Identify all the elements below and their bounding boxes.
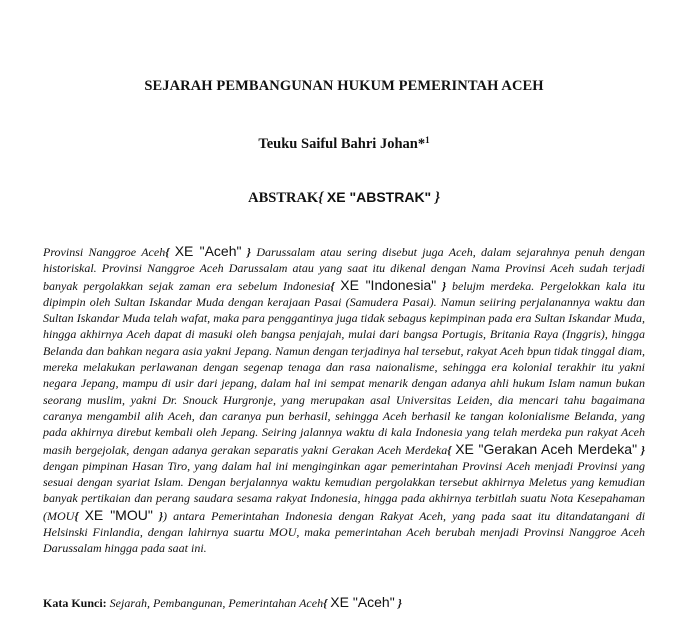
index-field-open-brace: { bbox=[447, 442, 452, 457]
keywords-text: Sejarah, Pembangunan, Pemerintahan Aceh bbox=[109, 596, 324, 610]
index-field-close-brace: } bbox=[640, 442, 646, 457]
index-entry-field: XE "MOU" bbox=[84, 506, 153, 523]
index-field-close-brace: } bbox=[246, 245, 251, 259]
author-line bbox=[0, 135, 688, 153]
abstract-text: Darussalam atau sering disebut juga Aceh, dalam sejarahnya penuh dengan historiskal. Provinsi Nanggroe Aceh Darussalam atau yang saat itu dikenal dengan Nama Provinsi Aceh sudah terjadi banyak pergolakkan sejak zaman era sebelum Indonesia bbox=[43, 245, 645, 293]
index-entry-field: XE "ABSTRAK" bbox=[326, 189, 432, 205]
abstract-heading-word: ABSTRAK bbox=[248, 190, 319, 206]
abstract-text: dengan pimpinan Hasan Tiro, yang dalam hal ini menginginkan agar pemerintahan Provinsi Aceh menjadi Provinsi yang sesuai dengan syariat Islam. Dengan berjalannya waktu kemudian pergolakkan tersebut akhirnya Meletus yang kemudian banyak pertikaian dan perang saudara sesama rakyat Indonesia, hingga pada akhirnya terbitlah suatu Nota Kesepahaman (MOU bbox=[43, 458, 645, 523]
index-entry-field: XE "Aceh" bbox=[174, 243, 242, 259]
abstract-text: belujm merdeka. Pergelokkan kala itu dipimpin oleh Sultan Iskandar Muda dengan kerajaan Pasai (Samudera Pasai). Namun seiiring perjalanannya waktu dan Sultan Iskandar Muda telah wafat, maka para penggantinya juga tidak sebagus kepimpinan pada era Sultan Iskandar Muda, hingga akhirnya Aceh dapat di masuki oleh bangsa penjajah, mulai dari bangsa Portugis, Britania Raya (Inggris), hingga Belanda dan bahkan negara asia yakni Jepang. Namun dengan terjadinya hal tersebut, rakyat Aceh bpun tidak tinggal diam, mereka melakukan perlawanan dengan segenap tenaga dan rasa naionalisme, sehingga era kolonial terakhir itu yakni negara Jepang, mampu di usir dari jepang, dalam hal ini sempat menarik dengan adanya ahli hukum Islam namun bukan seorang muslim, yakni Dr. Snouck Hurgronje, yang merupakan asal Universitas Leiden, dia mencari tahu bagaimana caranya mengambil alih Aceh, dan caranya pun berhasil, sehingga Aceh berhasil ke tangan kolonialisme Belanda, yang pada akhirnya direbut kembali oleh Jepang. Seiring jalannya waktu di kala Indonesia yang telah merdeka pun rakyat Aceh masih bergejolak, dengan adanya gerakan separatis yakni Gerakan Aceh Merdeka bbox=[43, 278, 645, 457]
index-entry-field: XE "Indonesia" bbox=[340, 276, 437, 293]
author-footnote-marker: 1 bbox=[425, 135, 430, 145]
index-field-open-brace: { bbox=[165, 245, 170, 259]
abstract-heading bbox=[0, 189, 688, 207]
index-entry-field: XE "Aceh" bbox=[330, 594, 395, 610]
index-field-open-brace: { bbox=[318, 190, 324, 206]
index-field-open-brace: { bbox=[323, 596, 328, 610]
paper-title: SEJARAH PEMBANGUNAN HUKUM PEMERINTAH ACEH bbox=[144, 78, 544, 94]
index-field-open-brace: { bbox=[330, 278, 335, 293]
keywords-label: Kata Kunci: bbox=[43, 596, 107, 610]
index-field-close-brace: } bbox=[442, 278, 447, 293]
index-field-open-brace: { bbox=[74, 508, 79, 523]
index-field-close-brace: } bbox=[397, 596, 402, 610]
author-name: Teuku Saiful Bahri Johan* bbox=[258, 136, 426, 152]
abstract-paragraph bbox=[43, 243, 645, 557]
index-entry-field: XE "Gerakan Aceh Merdeka" bbox=[455, 440, 638, 457]
abstract-text: ) antara Pemerintahan Indonesia dengan Rakyat Aceh, yang pada saat itu ditandatangani di Helsinski Finlandia, dengan lahirnya suartu MOU, maka pemerintahan Aceh berubah menjadi Provinsi Nanggroe Aceh Darussalam hingga pada saat ini. bbox=[43, 508, 646, 556]
abstract-text: Provinsi Nanggroe Aceh bbox=[43, 245, 166, 259]
keywords-line bbox=[43, 594, 645, 611]
index-field-close-brace: } bbox=[158, 508, 164, 523]
index-field-close-brace: } bbox=[434, 190, 440, 206]
